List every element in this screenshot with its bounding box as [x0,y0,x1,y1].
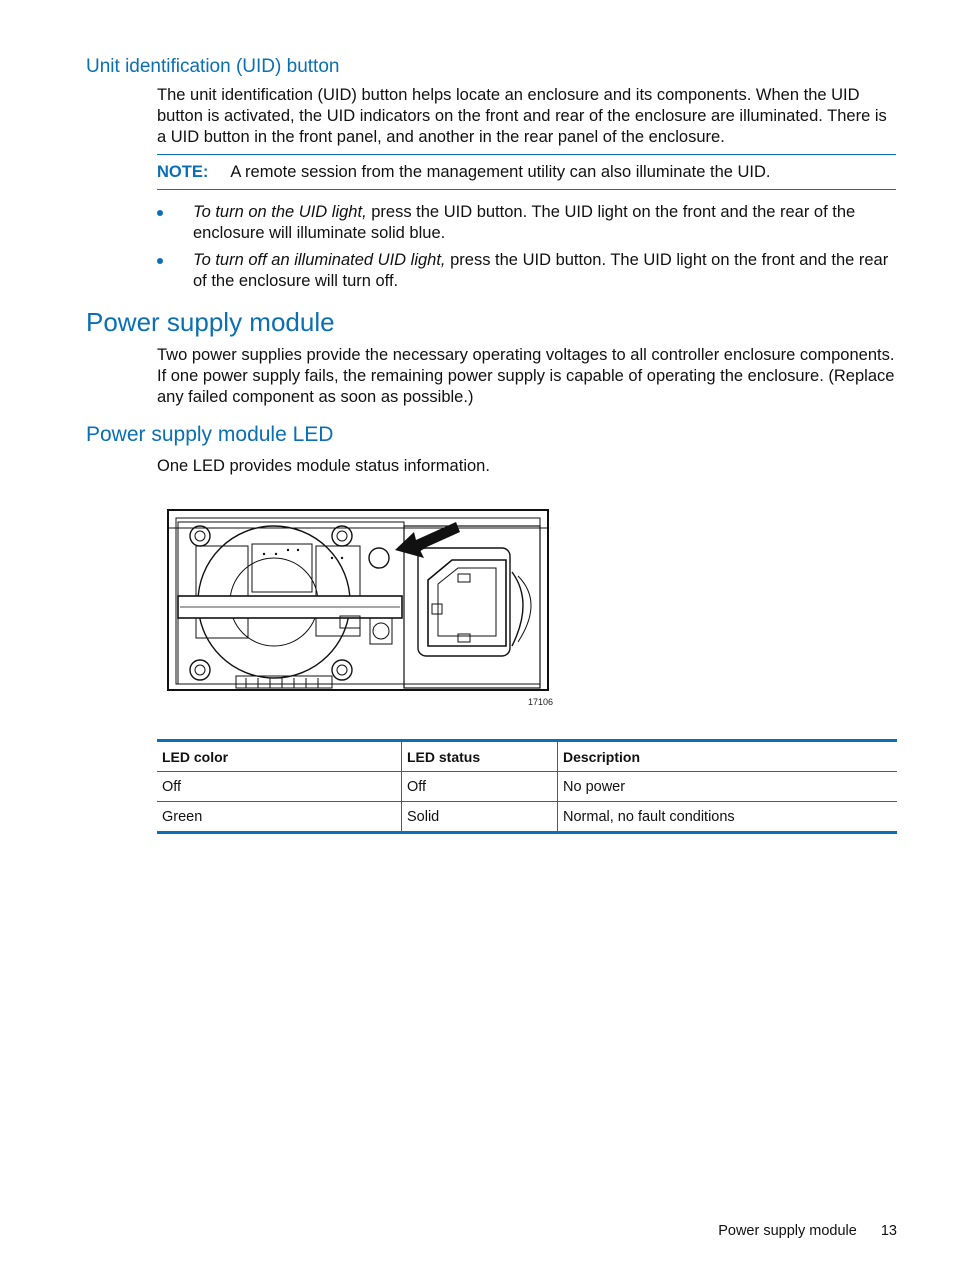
uid-heading: Unit identification (UID) button [86,56,340,77]
bullet-text: press the UID button. The UID light on the front and the rear of the enclosure will turn off. [193,251,889,290]
note-box [157,154,896,190]
psu-heading: Power supply module [86,307,335,337]
page-number: 13 [880,1223,897,1239]
power-supply-figure [166,506,558,712]
uid-description: The unit identification (UID) button helps locate an enclosure and its components. When the UID button is activated, the UID indicators on the front and rear of the enclosure are illuminated. There is a UID button in the front panel, and another in the rear panel of the enclosure. [157,86,887,146]
table-cell: Off [402,772,558,802]
bullet-italic: To turn on the UID light, [193,203,367,221]
bullet-icon [157,258,163,264]
table-cell: Green [157,802,402,833]
column-header: LED status [402,741,558,772]
table-row [157,772,897,802]
led-description: One LED provides module status information. [157,457,490,475]
led-heading: Power supply module LED [86,423,334,446]
bullet-icon [157,210,163,216]
table-row [157,802,897,833]
figure-id-label: 17106 [528,697,554,707]
note-text: A remote session from the management utility can also illuminate the UID. [230,162,771,181]
led-status-table [157,739,897,834]
table-cell: Normal, no fault conditions [558,802,898,833]
psu-description: Two power supplies provide the necessary operating voltages to all controller enclosure components. If one power supply fails, the remaining power supply is capable of operating the enclosure. (Replace any failed component as soon as possible.) [157,346,895,406]
column-header: Description [558,741,898,772]
note-label: NOTE: [157,162,209,181]
list-item [157,202,899,244]
table-cell: Off [157,772,402,802]
footer-section-title: Power supply module [718,1223,857,1239]
list-item [157,250,899,292]
page-footer [718,1223,897,1239]
column-header: LED color [157,741,402,772]
table-cell: No power [558,772,898,802]
table-cell: Solid [402,802,558,833]
uid-bullet-list [157,202,899,298]
table-header-row [157,741,897,772]
bullet-italic: To turn off an illuminated UID light, [193,251,446,269]
bullet-text: press the UID button. The UID light on the front and the rear of the enclosure will illuminate solid blue. [193,203,856,242]
